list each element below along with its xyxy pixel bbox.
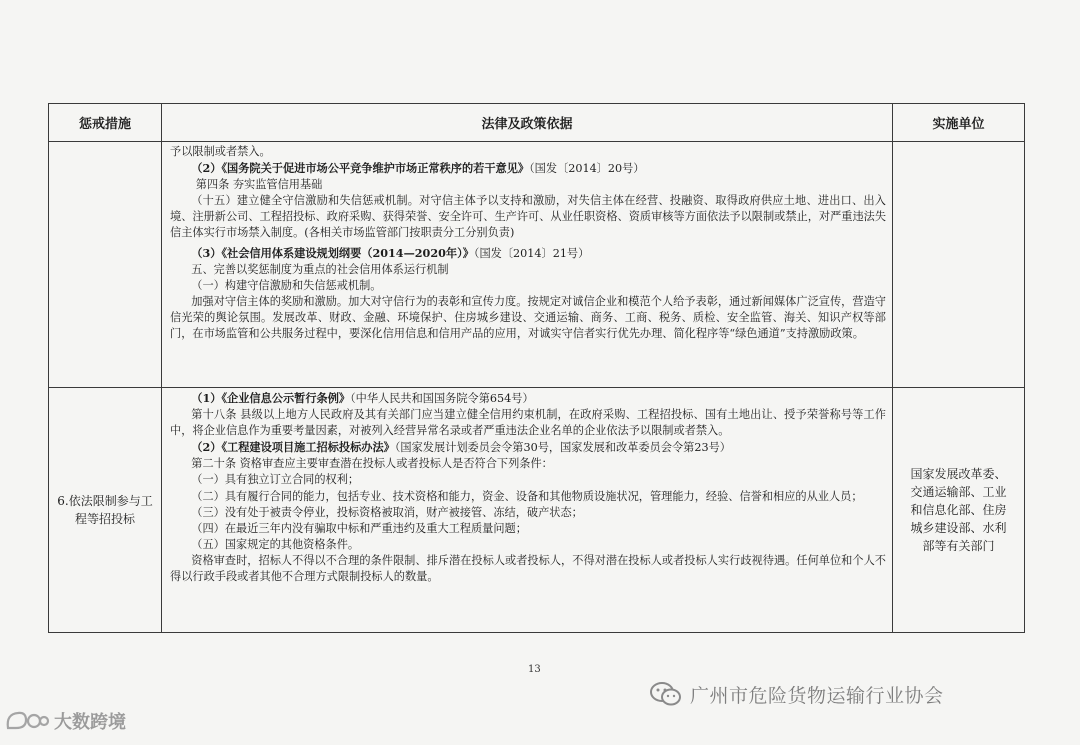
measure-cell: 6.依法限制参与工程等招投标 [49, 388, 162, 633]
table-row [49, 388, 1025, 633]
header-measure: 惩戒措施 [49, 104, 162, 142]
watermark-brand-text: 大数跨境 [54, 712, 126, 733]
law-title: （2）《工程建设项目施工招标投标办法》（国家发展计划委员会令第30号，国家发展和改革委员会令第23号） [191, 440, 731, 455]
header-unit: 实施单位 [893, 104, 1025, 142]
section-heading: 五、完善以奖惩制度为重点的社会信用体系运行机制 [191, 262, 449, 276]
article-text: 第二十条 资格审查应主要审查潜在投标人或者投标人是否符合下列条件： [191, 457, 553, 471]
credit-penalty-table [48, 103, 1025, 633]
list-item: （二）具有履行合同的能力，包括专业、技术资格和能力，资金、设备和其他物质设施状况，管理能力，经验、信誉和相应的从业人员； [191, 489, 863, 503]
law-title: （2）《国务院关于促进市场公平竞争维护市场正常秩序的若干意见》（国发〔2014〕20号） [191, 161, 645, 176]
list-item: （三）没有处于被责令停业，投标资格被取消，财产被接管、冻结，破产状态； [191, 505, 583, 519]
article-text: （十五）建立健全守信激励和失信惩戒机制。对守信主体予以支持和激励，对失信主体在经营、投融资、取得政府供应土地、进出口、出入境、注册新公司、工程招投标、政府采购、获得荣誉、安全许可、生产许可、从业任职资格、资质审核等方面依法予以限制或禁止，对严重违法失信主体实行市场禁入制度。(各相关市场监管部门按职责分工分别负责) [170, 194, 887, 240]
basis-cell [162, 388, 893, 633]
unit-cell-empty [893, 142, 1025, 388]
continuation-text: 予以限制或者禁入。 [170, 145, 271, 158]
basis-cell [162, 142, 893, 388]
list-item: （五）国家规定的其他资格条件。 [191, 537, 360, 551]
article-text: 加强对守信主体的奖励和激励。加大对守信行为的表彰和宣传力度。按规定对诚信企业和模范个人给予表彰，通过新闻媒体广泛宣传，营造守信光荣的舆论氛围。发展改革、财政、金融、环境保护、住房城乡建设、交通运输、商务、工商、税务、质检、安全监管、海关、知识产权等部门，在市场监管和公共服务过程中，要深化信用信息和信用产品的应用，对诚实守信者实行优先办理、简化程序等“绿色通道”支持激励政策。 [170, 294, 886, 341]
unit-cell: 国家发展改革委、交通运输部、工业和信息化部、住房城乡建设部、水利部等有关部门 [893, 388, 1025, 633]
list-item: （一）具有独立订立合同的权利； [191, 473, 360, 487]
page-number: 13 [528, 664, 541, 675]
wechat-icon [648, 680, 684, 708]
brand-logo-icon [4, 708, 50, 734]
law-title: （3）《社会信用体系建设规划纲要（2014—2020年）》（国发〔2014〕21号） [191, 245, 590, 260]
article-text: 第十八条 县级以上地方人民政府及其有关部门应当建立健全信用约束机制，在政府采购、工程招投标、国有土地出让、授予荣誉称号等工作中，将企业信息作为重要考量因素，对被列入经营异常名录或者严重违法企业名单的企业依法予以限制或者禁入。 [170, 408, 886, 438]
subsection-heading: （一）构建守信激励和失信惩戒机制。 [191, 278, 382, 292]
table-row [49, 142, 1025, 388]
measure-cell-empty [49, 142, 162, 388]
header-basis: 法律及政策依据 [162, 104, 893, 142]
list-item: （四）在最近三年内没有骗取中标和严重违约及重大工程质量问题； [191, 521, 527, 535]
watermark-association [648, 680, 944, 708]
article-text: 资格审查时，招标人不得以不合理的条件限制、排斥潜在投标人或者投标人，不得对潜在投标人或者投标人实行歧视待遇。任何单位和个人不得以行政手段或者其他不合理方式限制投标人的数量。 [170, 553, 886, 584]
watermark-brand [4, 708, 126, 734]
article-heading: 第四条 夯实监管信用基础 [195, 178, 323, 192]
table-header-row [49, 104, 1025, 142]
watermark-association-text: 广州市危险货物运输行业协会 [690, 684, 944, 707]
law-title: （1）《企业信息公示暂行条例》（中华人民共和国国务院令第654号） [191, 391, 534, 405]
